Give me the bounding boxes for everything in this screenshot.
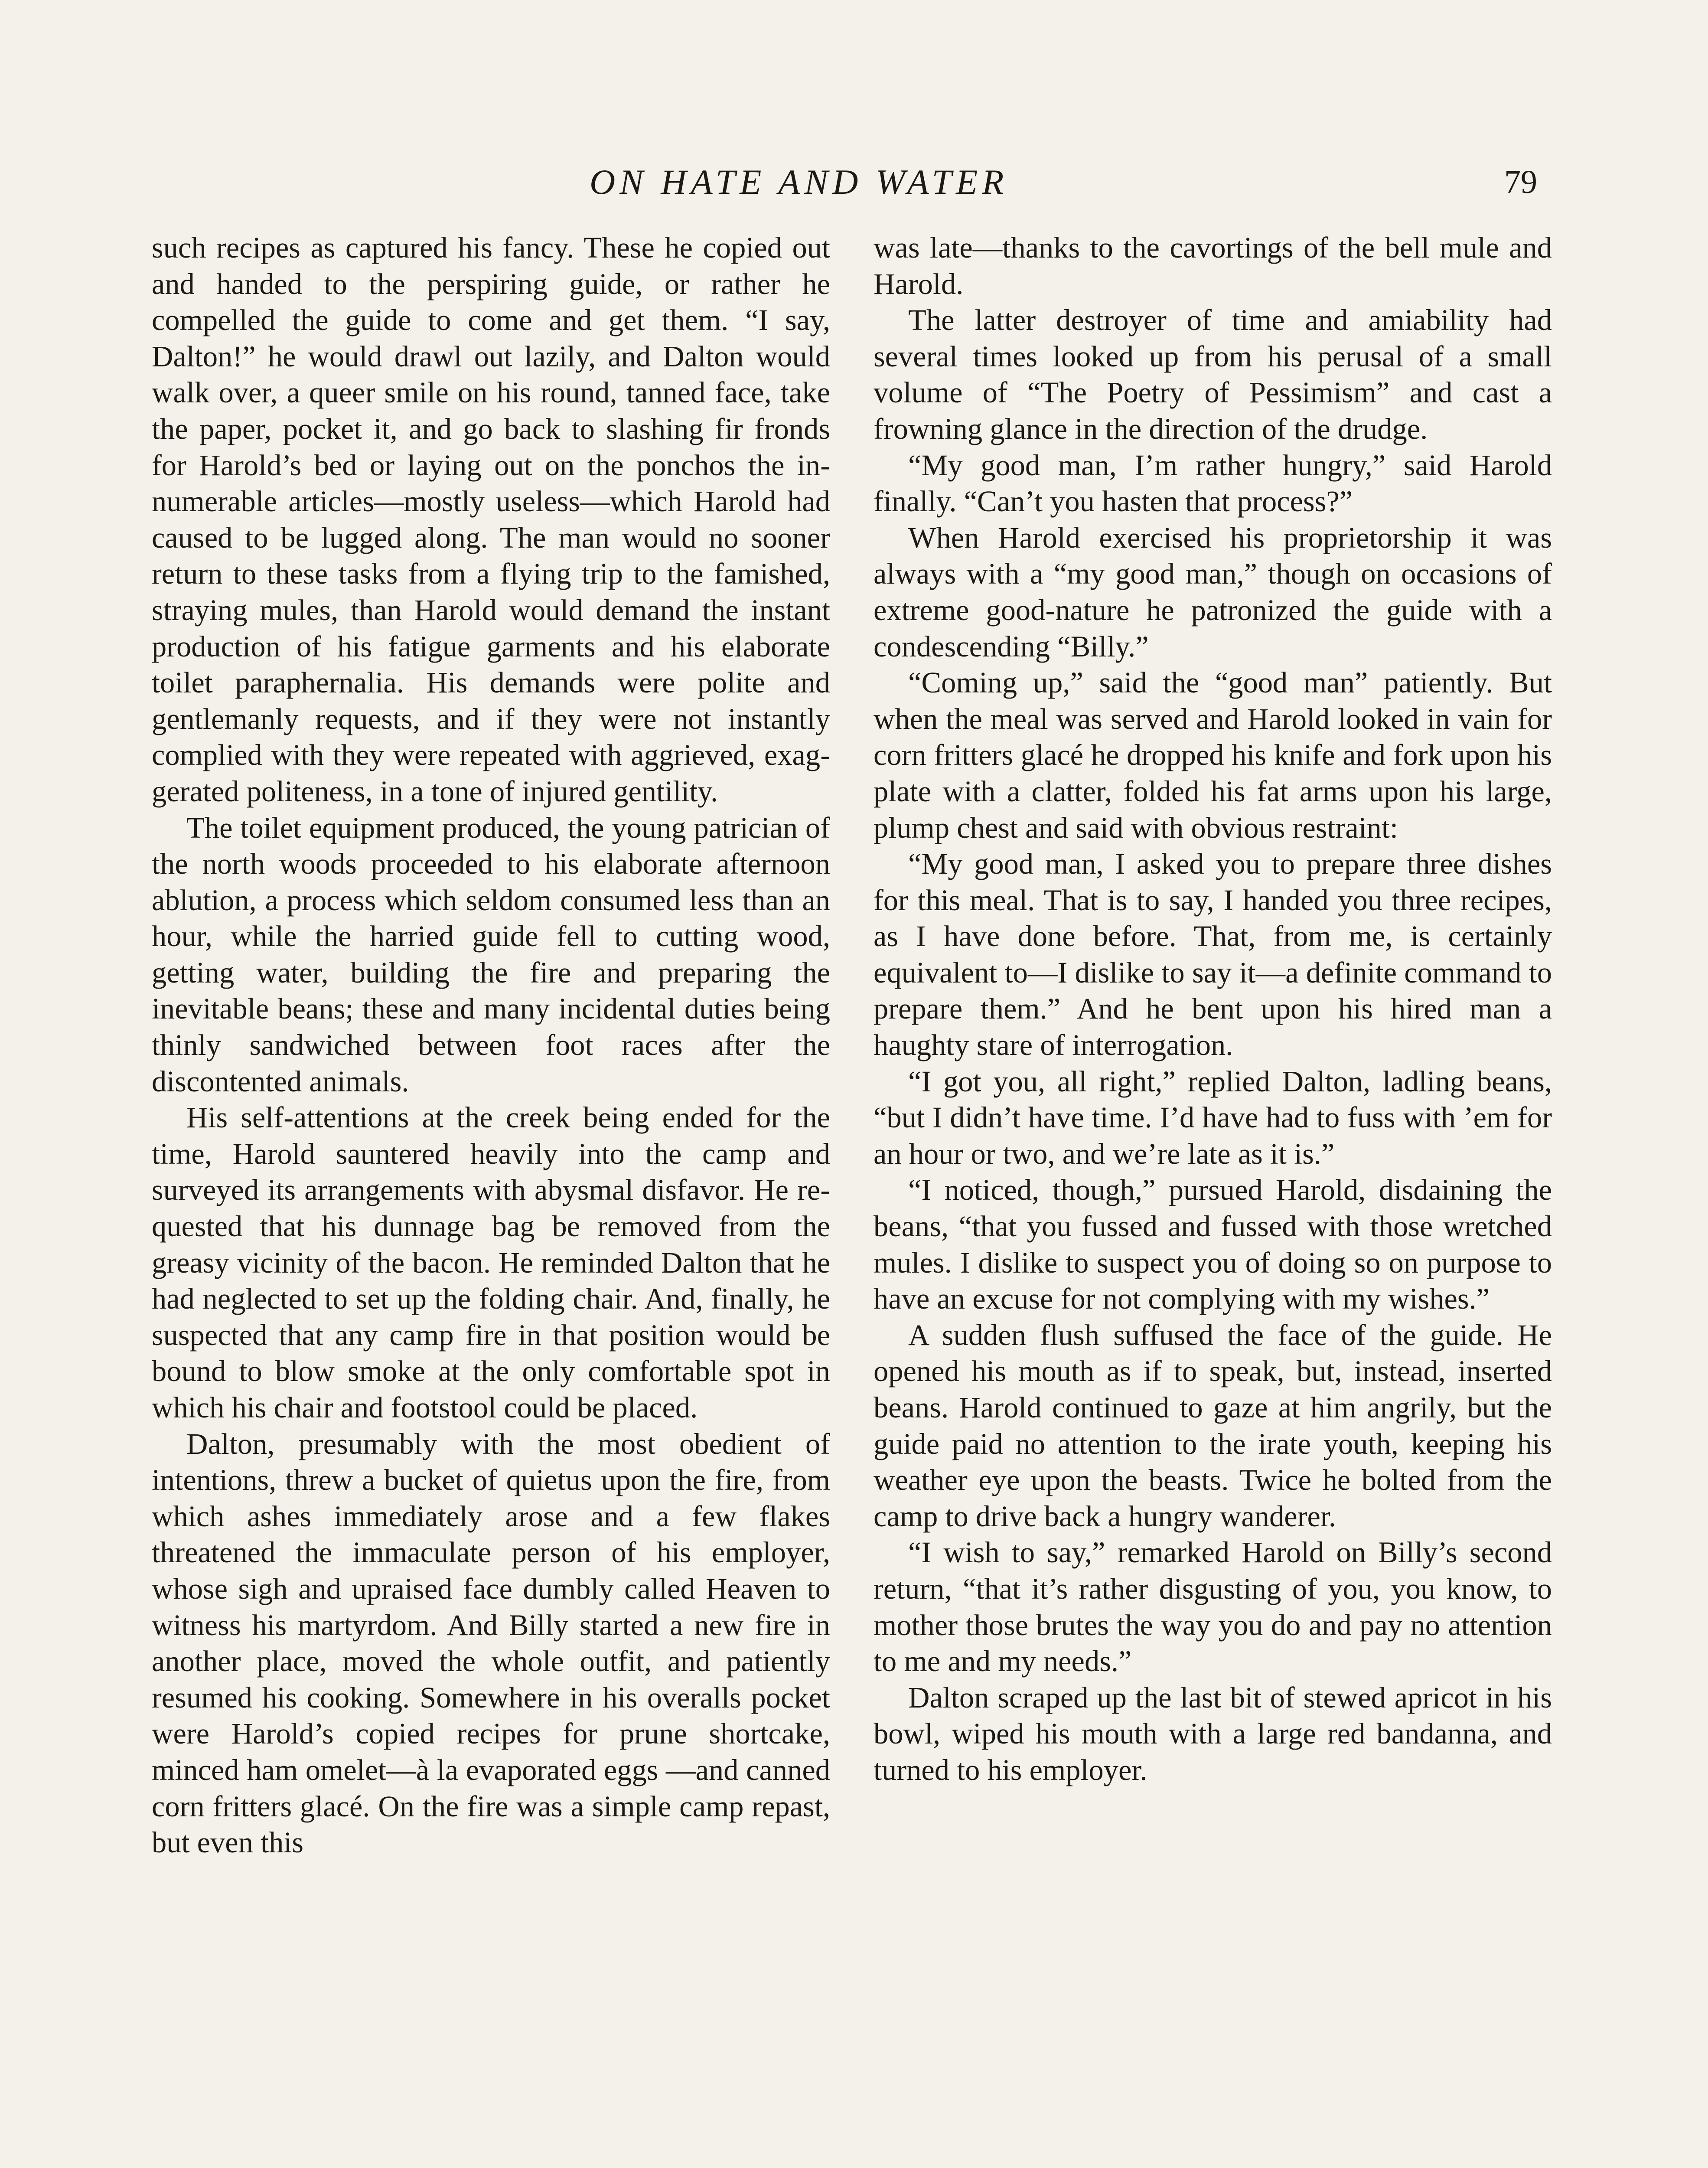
- paragraph: “Coming up,” said the “good man” patiently. But when the meal was served and Harold looked in vain for corn fritters glacé he dropped his knife and fork upon his plate with a clatter, folded his fat arms upon his large, plump chest and said with obvious restraint:: [874, 666, 1552, 844]
- running-title: ON HATE AND WATER: [590, 162, 1008, 202]
- paragraph: Dalton scraped up the last bit of stewed apricot in his bowl, wiped his mouth with a large red bandanna, and turned to his employer.: [874, 1681, 1552, 1786]
- paragraph: “My good man, I’m rather hungry,” said Harold finally. “Can’t you hasten that process?”: [874, 448, 1552, 518]
- paragraph: was late—thanks to the cavortings of the bell mule and Harold.: [874, 231, 1552, 300]
- paragraph: “I noticed, though,” pursued Harold, disdaining the beans, “that you fussed and fussed with those wretched mules. I dislike to suspect you of doing so on purpose to have an excuse for not complying with my wishes.”: [874, 1173, 1552, 1316]
- page-header: [0, 156, 1708, 221]
- paragraph: His self-attentions at the creek being ended for the time, Harold sauntered heavily into the camp and surveyed its arrangements with abysmal disfavor. He requested that his dunnage bag be removed from the greasy vicinity of the bacon. He reminded Dalton that he had neglected to set up the folding chair. And, finally, he suspected that any camp fire in that position would be bound to blow smoke at the only comfortable spot in which his chair and footstool could be placed.: [152, 1101, 830, 1424]
- right-column: [874, 230, 1552, 2168]
- paragraph: “I got you, all right,” replied Dalton, ladling beans, “but I didn’t have time. I’d have had to fuss with ’em for an hour or two, and we’re late as it is.”: [874, 1064, 1552, 1170]
- paragraph: A sudden flush suffused the face of the guide. He opened his mouth as if to speak, but, instead, inserted beans. Harold continued to gaze at him angrily, but the guide paid no attention to the irate youth, keeping his weather eye upon the beasts. Twice he bolted from the camp to drive back a hungry wanderer.: [874, 1318, 1552, 1533]
- paragraph: “I wish to say,” remarked Harold on Billy’s second return, “that it’s rather disgusting of you, you know, to mother those brutes the way you do and pay no attention to me and my needs.”: [874, 1536, 1552, 1678]
- paragraph: “My good man, I asked you to prepare three dishes for this meal. That is to say, I handed you three recipes, as I have done before. That, from me, is certainly equivalent to—I dislike to say it—a definite command to prepare them.” And he bent upon his hired man a haughty stare of interrogation.: [874, 847, 1552, 1062]
- paragraph: Dalton, presumably with the most obedient of intentions, threw a bucket of quietus upon the fire, from which ashes immediately arose and a few flakes threatened the immaculate person of his employer, whose sigh and upraised face dumbly called Heaven to witness his martyrdom. And Billy started a new fire in another place, moved the whole outfit, and patiently resumed his cooking. Somewhere in his overalls pocket were Harold’s copied recipes for prune shortcake, minced ham omelet—à la evaporated eggs —and canned corn fritters glacé. On the fire was a simple camp repast, but even this: [152, 1427, 830, 1859]
- paragraph: The toilet equipment produced, the young patrician of the north woods proceeded to his elaborate afternoon ablution, a process which seldom consumed less than an hour, while the harried guide fell to cutting wood, getting water, building the fire and preparing the inevitable beans; these and many incidental duties being thinly sandwiched between foot races after the discontented animals.: [152, 811, 830, 1098]
- paragraph: The latter destroyer of time and amiability had several times looked up from his perusal of a small volume of “The Poetry of Pessimism” and cast a frowning glance in the direction of the drudge.: [874, 304, 1552, 445]
- paragraph: When Harold exercised his proprietorship it was always with a “my good man,” though on occasions of extreme good-nature he patronized the guide with a condescending “Billy.”: [874, 521, 1552, 663]
- page-number: 79: [1504, 164, 1537, 200]
- paragraph: such recipes as captured his fancy. These he copied out and handed to the perspiring guide, or rather he compelled the guide to come and get them. “I say, Dalton!” he would drawl out lazily, and Dalton would walk over, a queer smile on his round, tanned face, take the paper, pocket it, and go back to slashing fir fronds for Harold’s bed or laying out on the ponchos the innumerable articles—mostly useless—which Harold had caused to be lugged along. The man would no sooner return to these tasks from a flying trip to the famished, straying mules, than Harold would demand the instant production of his fatigue garments and his elaborate toilet paraphernalia. His demands were polite and gentlemanly requests, and if they were not instantly complied with they were repeated with aggrieved, exaggerated politeness, in a tone of injured gentility.: [152, 231, 830, 808]
- left-column: [152, 230, 830, 2168]
